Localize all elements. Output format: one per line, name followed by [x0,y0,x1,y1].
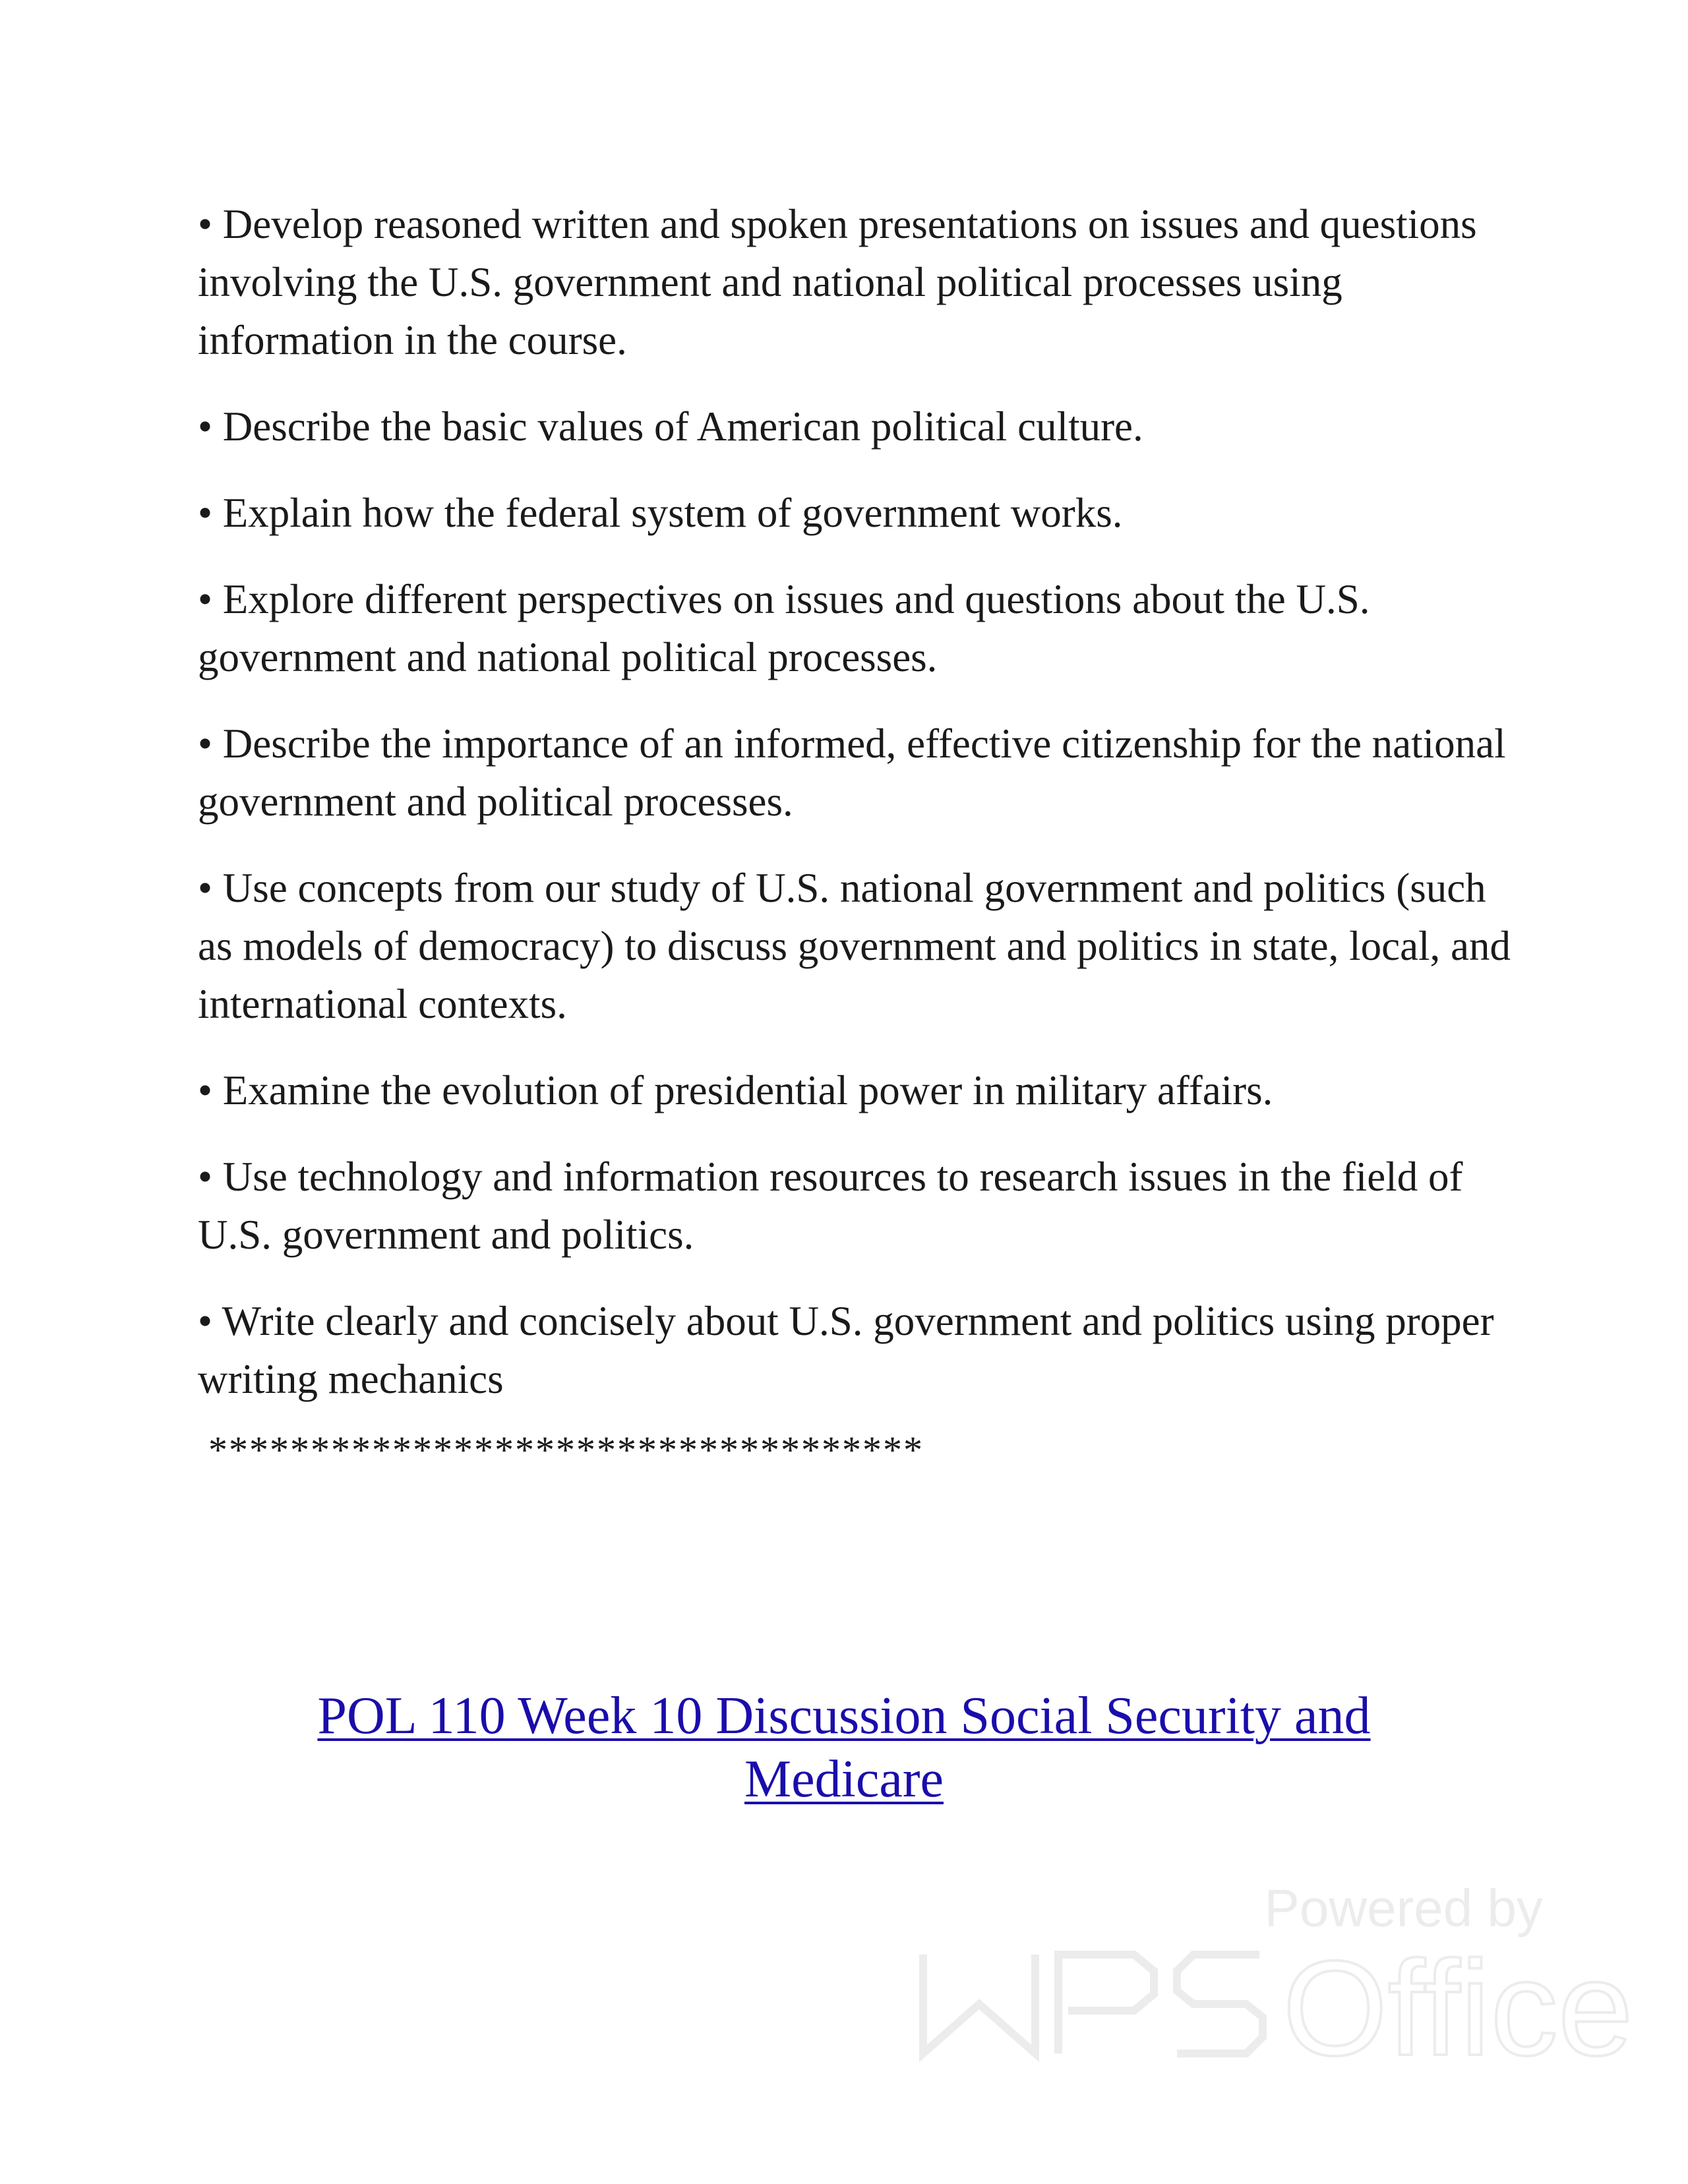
link-container [0,1684,1688,1811]
document-body [198,195,1517,1415]
list-item: • Examine the evolution of presidential power in military affairs. [198,1067,1273,1113]
list-item: • Describe the importance of an informed, effective citizenship for the national government and political processes. [198,721,1506,825]
list-item: • Explain how the federal system of government works. [198,490,1123,536]
list-item: • Develop reasoned written and spoken presentations on issues and questions involving the U.S. government and national political processes using information in the course. [198,201,1477,363]
list-item: • Explore different perspectives on issues and questions about the U.S. government and national political processes. [198,576,1370,680]
svg-text:Office: Office [1282,1933,1633,2084]
asterisk-separator: *********************************** [208,1429,924,1471]
discussion-link[interactable]: POL 110 Week 10 Discussion Social Security and Medicare [317,1687,1371,1808]
list-item: • Describe the basic values of American political culture. [198,403,1143,450]
powered-by-label: Powered by [1264,1879,1543,1937]
wps-office-logo-icon [917,1933,1633,2084]
learning-outcomes-list [198,195,1517,1408]
wps-office-watermark [917,1879,1633,2084]
list-item: • Write clearly and concisely about U.S. government and politics using proper writing mechanics [198,1298,1494,1402]
list-item: • Use technology and information resources to research issues in the field of U.S. government and politics. [198,1154,1463,1258]
list-item: • Use concepts from our study of U.S. national government and politics (such as models of democracy) to discuss government and politics in state, local, and international contexts. [198,865,1511,1027]
